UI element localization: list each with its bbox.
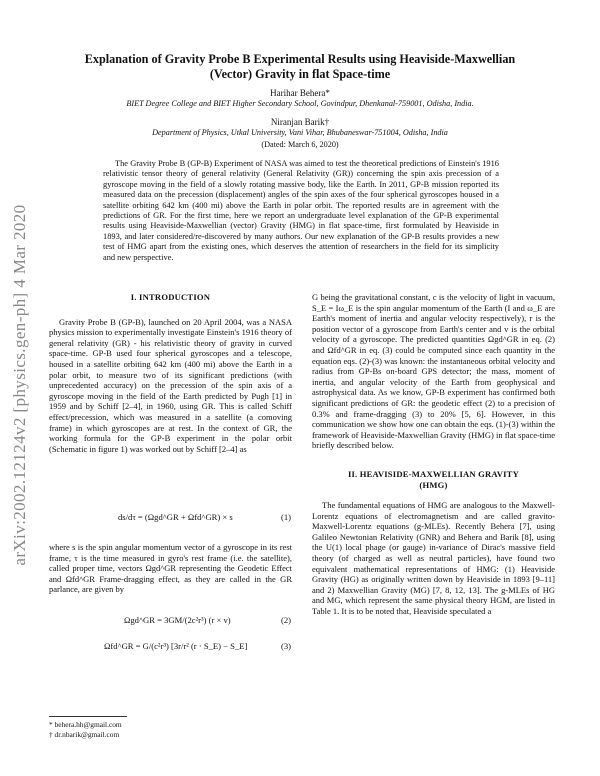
section-2-heading-line-2: (HMG) xyxy=(419,479,448,490)
footnote-2: † dr.nbarik@gmail.com xyxy=(49,730,120,739)
section-1-heading: I. INTRODUCTION xyxy=(130,292,211,302)
intro-paragraph-2: where s is the spin angular momentum vector of a gyroscope in its rest frame, τ is the time measured in gyro's rest frame (i.e. the satellite), called proper time, vectors Ωgd^GR representing the Geodetic Effect and Ωfd^GR Frame-dragging effect, as they are called in the GR parlance, are given by xyxy=(49,542,292,595)
equation-3: Ωfd^GR = G/(c²r³) [3r/r² (r · S_E) − S_E] xyxy=(104,641,248,651)
equation-2-number: (2) xyxy=(281,615,292,625)
abstract: The Gravity Probe B (GP-B) Experiment of NASA was aimed to test the theoretical predictions of Einstein's 1916 relativistic tensor theory of general relativity (General Relativity (GR)) concerning the spin axis precession of a gyroscope moving in the field of a slowly rotating massive body, like the Earth. In 2011, GP-B mission reported its measured data on the precession (displacement) angles of the spin axes of the four spherical gyroscopes housed in a satellite orbiting 642 km (400 mi) above the Earth in polar orbit. The reported results are in agreement with the predictions of GR. For the first time, here we report an undergraduate level explanation of the GP-B experimental results using Heaviside-Maxwellian (vector) Gravity (HMG) in flat space-time, first formulated by Heaviside in 1893, and later considered/re-discovered by many authors. Our new explanation of the GP-B results provides a new test of HMG apart from the existing ones, which deserves the attention of researchers in the field for its simplicity and new perspective. xyxy=(103,159,499,262)
right-column xyxy=(312,292,555,617)
author-1-affiliation: BIET Degree College and BIET Higher Secondary School, Govindpur, Dhenkanal-759001, Odisha, India. xyxy=(126,99,474,108)
author-2-name: Niranjan Barik† xyxy=(270,117,330,127)
author-2-affiliation: Department of Physics, Utkal University, Vani Vihar, Bhubaneswar-751004, Odisha, India xyxy=(152,128,448,137)
footnote-rule xyxy=(49,716,127,717)
author-1-name: Harihar Behera* xyxy=(270,88,330,98)
equation-3-number: (3) xyxy=(281,641,292,651)
right-paragraph-2: The fundamental equations of HMG are analogous to the Maxwell-Lorentz equations of electromagnetism and are called gravito-Maxwell-Lorentz equations (g-MLEs). Recently Behera [7], using Galileo Newtonian Relativity (GNR) and Behera and Barik [8], using the U(1) local phage (or gauge) in-variance of Dirac's massive field theory (of charged as well as neutral particles), have found two equivalent mathematical representations of HMG: (1) Heaviside Gravity (HG) as originally written down by Heaviside in 1893 [9–11] and 2) Maxwellian Gravity (MG) [7, 8, 12, 13]. The g-MLEs of HG and MG, which represent the same physical theory HGM, are listed in Table 1. It is to be noted that, Heaviside speculated a xyxy=(312,500,555,617)
dated-line: (Dated: March 6, 2020) xyxy=(261,140,339,149)
equation-1: ds/dτ = (Ωgd^GR + Ωfd^GR) × s xyxy=(118,512,233,522)
left-column xyxy=(49,292,292,454)
footnote-1: * behera.hh@gmail.com xyxy=(49,720,122,729)
intro-paragraph-1: Gravity Probe B (GP-B), launched on 20 April 2004, was a NASA physics mission to experimentally investigate Einstein's 1916 theory of general relativity (GR) - his relativistic theory of gravity in curved space-time. GP-B used four spherical gyroscopes and a telescope, housed in a satellite orbiting 642 km (400 mi) above the Earth in a polar orbit, to measure two of its significant predictions (with unprecedented accuracy) on the precession of the spin axis of a gyroscope moving in the field of the Earth predicted by Pugh [1] in 1959 and by Schiff [2–4], in 1960, using GR. This is called Schiff effect/precession, which was measured in a satellite (a comoving frame) in which gyroscopes are at rest. In the context of GR, the working formula for the GP-B experiment in the polar orbit (Schematic in figure 1) was worked out by Schiff [2–4] as xyxy=(49,316,292,454)
arxiv-sidebar-id: arXiv:2002.12124v2 [physics.gen-ph] 4 Mar 2020 xyxy=(10,204,29,566)
equation-2: Ωgd^GR = 3GM/(2c²r³) (r × v) xyxy=(124,615,231,625)
left-column-continued xyxy=(49,542,292,595)
right-paragraph-1: G being the gravitational constant, c is the velocity of light in vacuum, S_E = Iω_E is the spin angular momentum of the Earth (I and ω_E are Earth's moment of inertia and angular velocity respectively), r is the position vector of a gyroscope from Earth's center and v is the orbital velocity of a gyroscope. The predicted quantities Ωgd^GR in eq. (2) and Ωfd^GR in eq. (3) could be computed since each quantity in the equation eqs. (2)-(3) was known: the instantaneous orbital velocity and radius from GP-Bs on-board GPS detector; the mass, moment of inertia, and angular velocity of the Earth from geophysical and astrophysical data. As we know, GP-B experiment has confirmed both significant predictions of GR: the geodetic effect (2) to a precision of 0.3% and frame-dragging (3) to 20% [5, 6]. However, in this communication we show how one can obtain the eqs. (1)-(3) within the framework of Heaviside-Maxwellian Gravity (HMG) in flat space-time briefly described below. xyxy=(312,292,555,451)
paper-title xyxy=(70,52,530,82)
equation-1-number: (1) xyxy=(281,512,292,522)
section-2-heading-line-1: II. HEAVISIDE-MAXWELLIAN GRAVITY xyxy=(347,468,520,479)
title-line-2: (Vector) Gravity in flat Space-time xyxy=(209,67,391,81)
title-line-1: Explanation of Gravity Probe B Experimental Results using Heaviside-Maxwellian xyxy=(84,52,516,66)
